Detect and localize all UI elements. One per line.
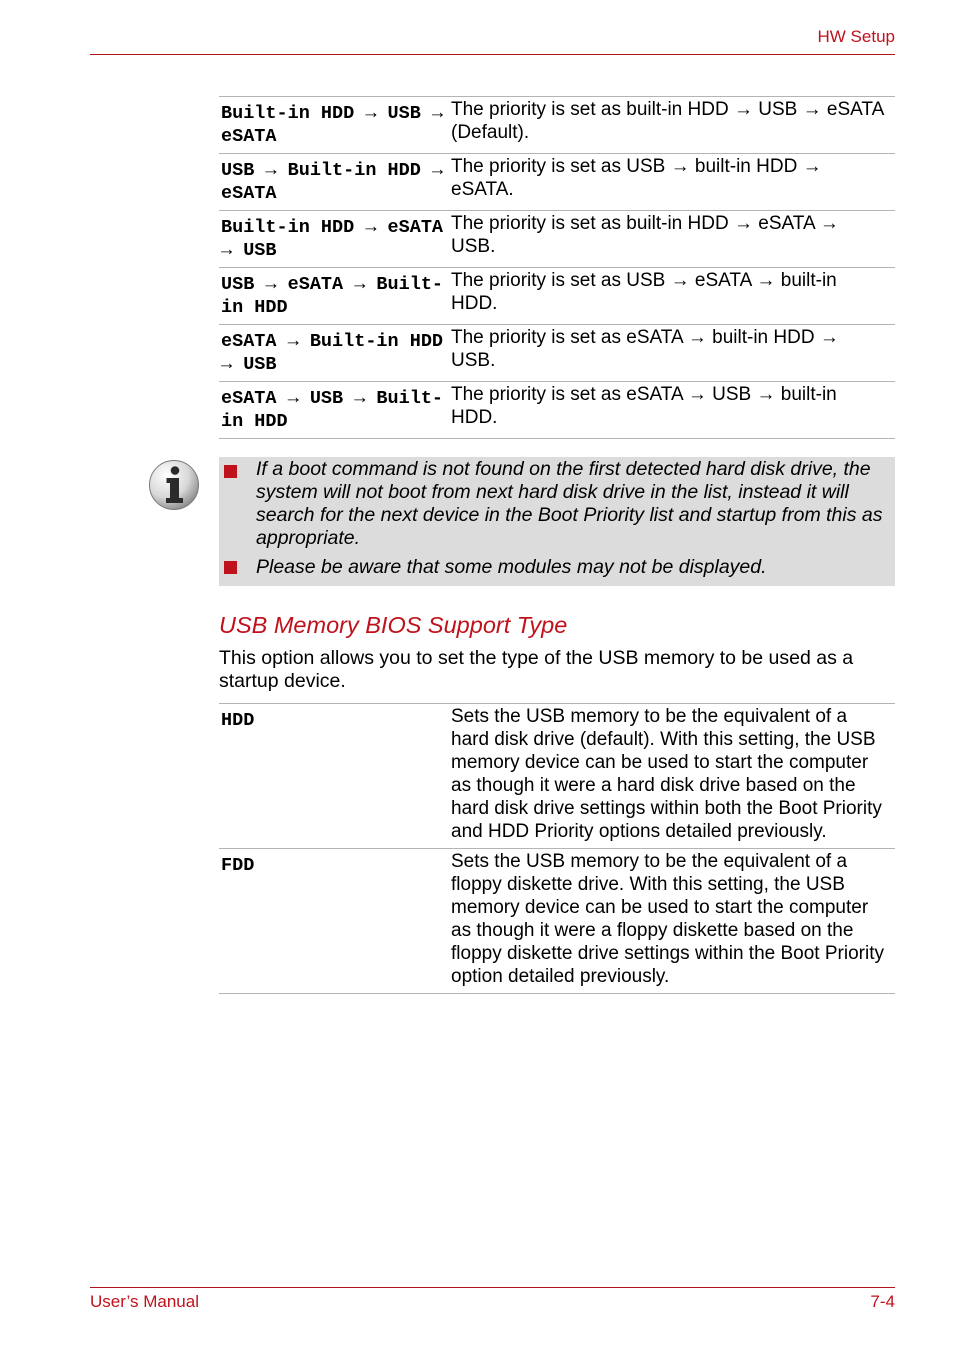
table-row	[219, 325, 895, 382]
table-row	[219, 211, 895, 268]
option-name: FDD	[221, 855, 255, 876]
option-description: The priority is set as eSATA → built-in HDD → USB.	[451, 327, 839, 371]
option-description: The priority is set as built-in HDD → USB → eSATA (Default).	[451, 99, 884, 143]
option-name: Built-in HDD → USB → eSATA	[221, 103, 444, 147]
option-name: HDD	[221, 710, 255, 731]
table-row	[219, 382, 895, 439]
option-name: eSATA → Built-in HDD → USB	[221, 331, 444, 375]
section-intro: This option allows you to set the type of the USB memory to be used as a startup device.	[219, 647, 854, 692]
footer-rule	[90, 1287, 895, 1288]
header-rule	[90, 54, 895, 55]
note-item: Please be aware that some modules may not be displayed.	[256, 556, 767, 578]
note-item: If a boot command is not found on the first detected hard disk drive, the system will not boot from next hard disk drive in the list, instead it will search for the next device in the Boot Priority list and startup from this as appropriate.	[256, 458, 883, 549]
option-name: Built-in HDD → eSATA → USB	[221, 217, 444, 261]
table-row	[219, 268, 895, 325]
option-description: The priority is set as built-in HDD → eSATA → USB.	[451, 213, 839, 257]
footer-manual-title: User’s Manual	[90, 1292, 199, 1311]
note-box	[219, 457, 895, 586]
option-name: USB → Built-in HDD → eSATA	[221, 160, 444, 204]
option-name: USB → eSATA → Built-in HDD	[221, 274, 444, 318]
table-row	[219, 97, 895, 154]
table-row	[219, 849, 895, 994]
table-row	[219, 704, 895, 849]
option-description: Sets the USB memory to be the equivalent of a hard disk drive (default). With this setting, the USB memory device can be used to start the computer as though it were a hard disk drive based on the hard disk drive settings within both the Boot Priority and HDD Priority options detailed previously.	[451, 706, 882, 842]
page-header-title: HW Setup	[817, 27, 895, 46]
option-description: The priority is set as USB → built-in HDD → eSATA.	[451, 156, 822, 200]
section-heading: USB Memory BIOS Support Type	[219, 612, 568, 638]
usb-memory-type-table	[219, 703, 895, 994]
table-row	[219, 154, 895, 211]
info-icon	[148, 459, 200, 511]
option-description: The priority is set as USB → eSATA → built-in HDD.	[451, 270, 837, 314]
bullet-square-icon	[224, 465, 237, 478]
option-description: Sets the USB memory to be the equivalent of a floppy diskette drive. With this setting, the USB memory device can be used to start the computer as though it were a floppy diskette based on the floppy diskette drive settings within the Boot Priority option detailed previously.	[451, 851, 884, 987]
option-description: The priority is set as eSATA → USB → built-in HDD.	[451, 384, 837, 428]
page-number: 7-4	[870, 1292, 895, 1311]
boot-priority-table	[219, 96, 895, 439]
bullet-square-icon	[224, 561, 237, 574]
option-name: eSATA → USB → Built-in HDD	[221, 388, 444, 432]
